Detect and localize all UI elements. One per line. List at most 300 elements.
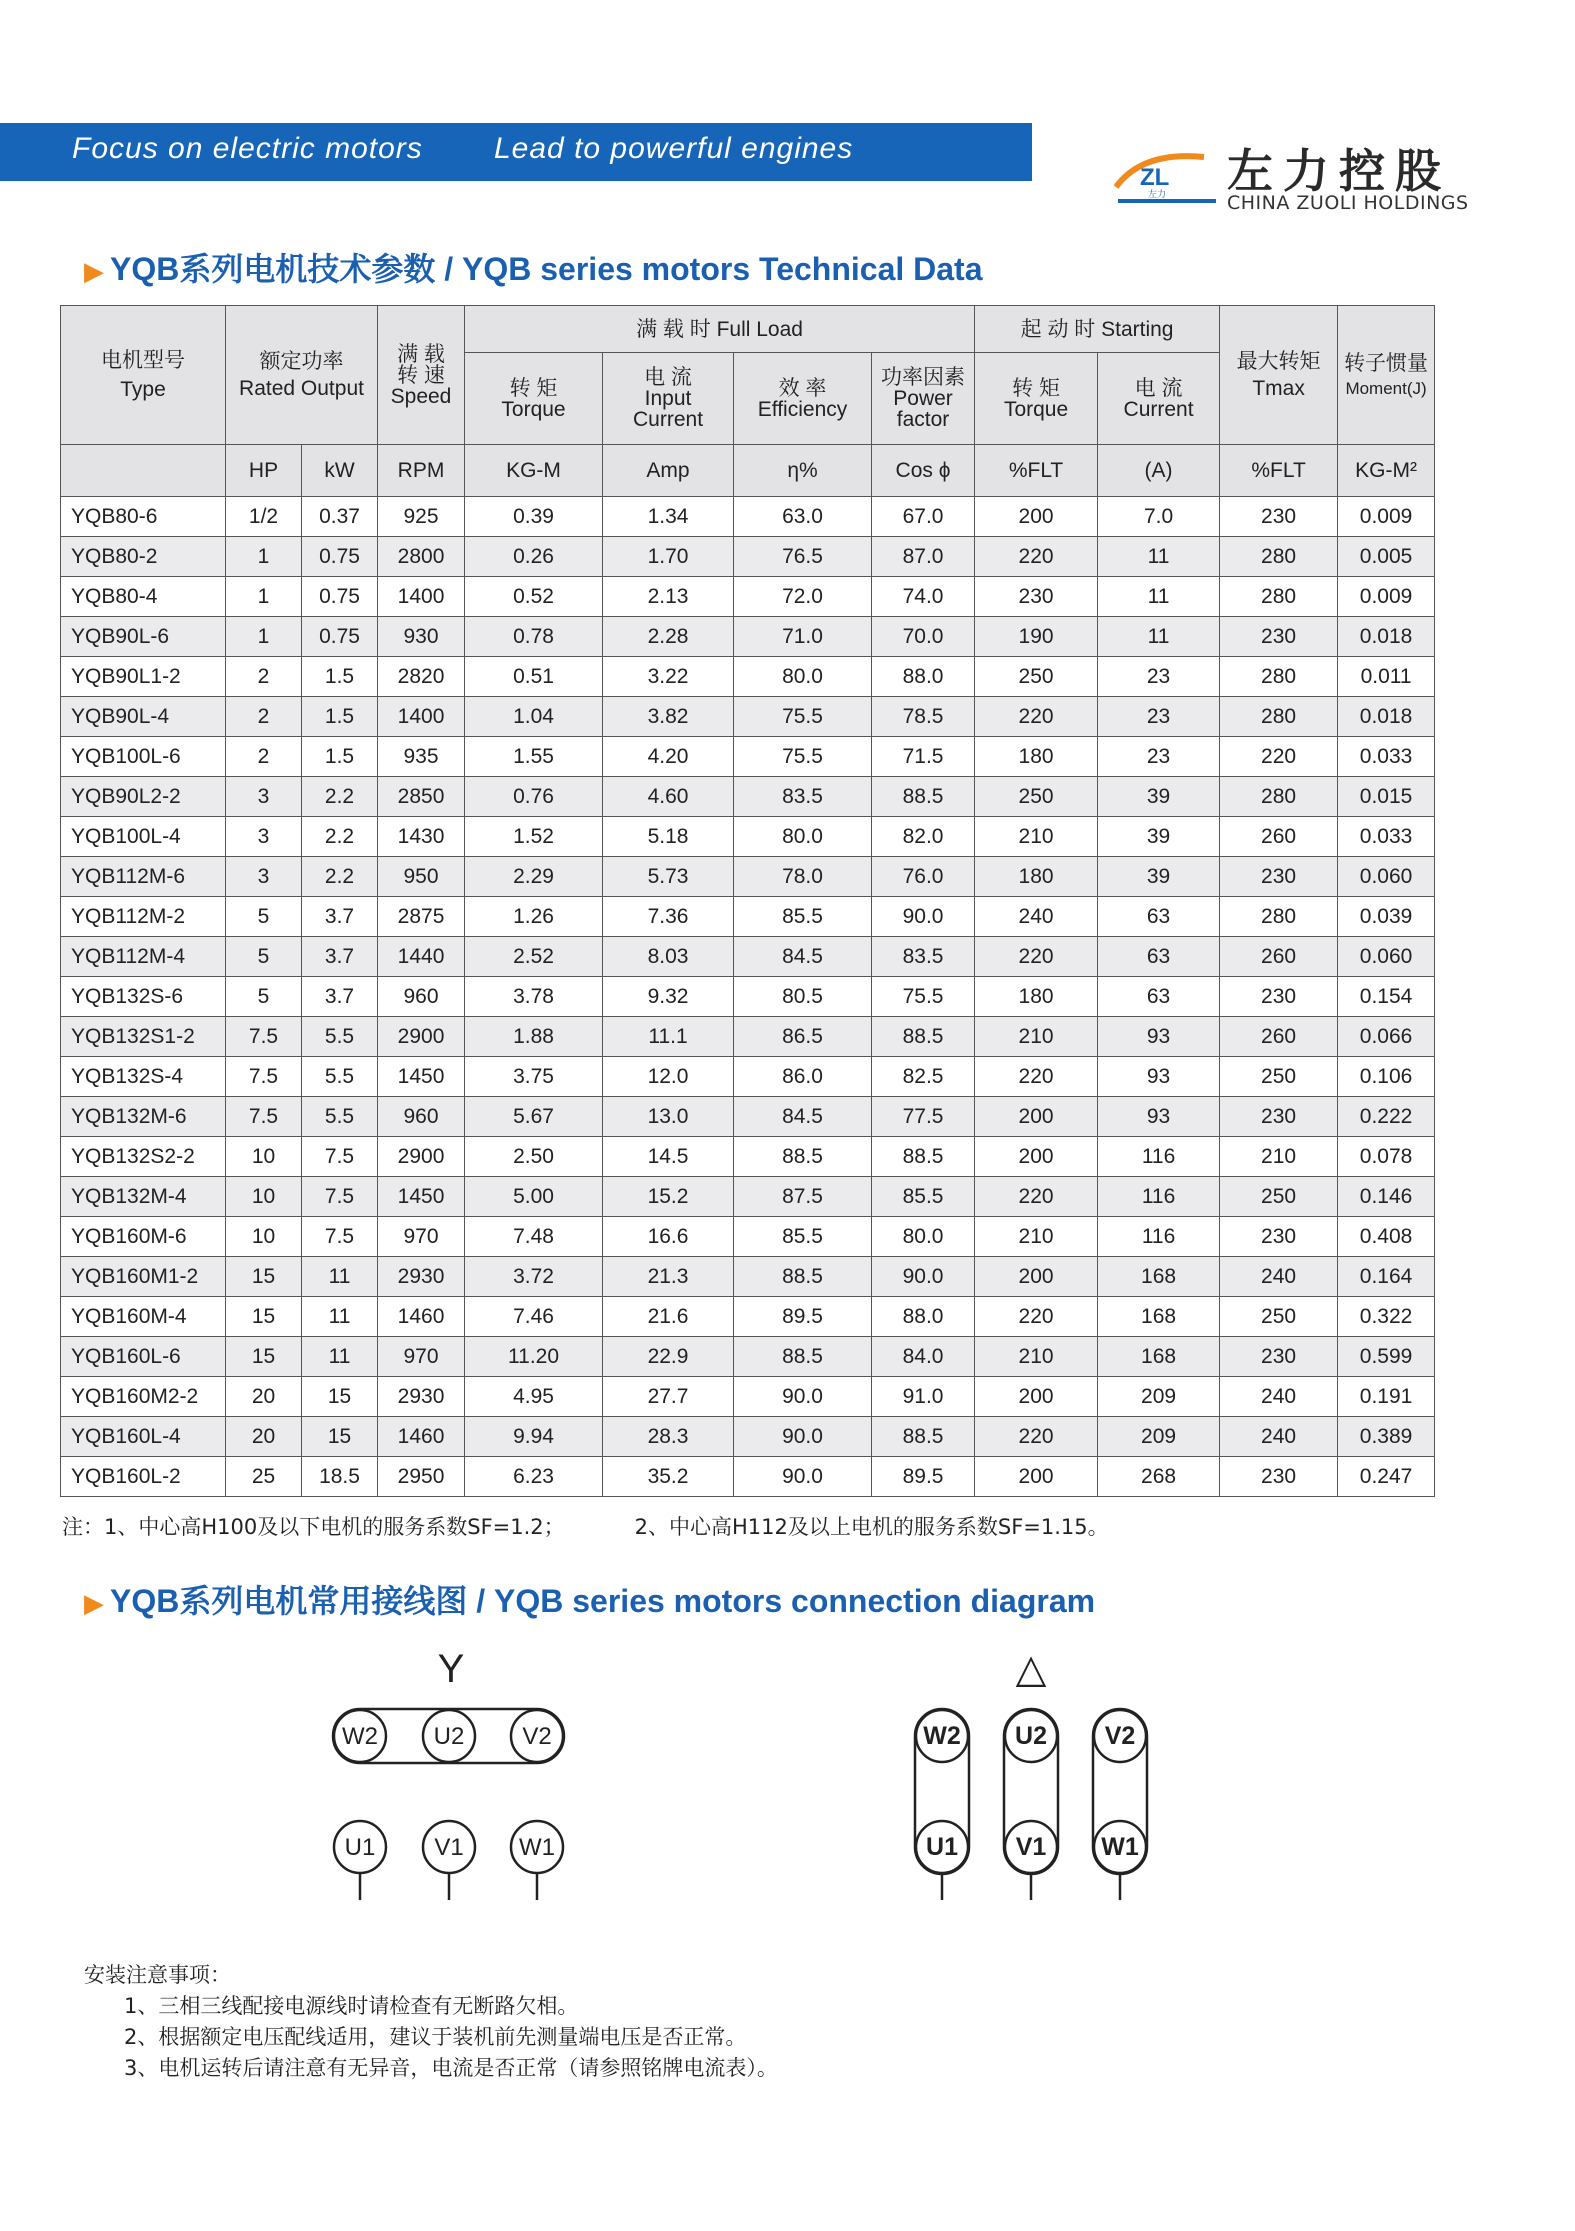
table-cell: 200	[975, 1097, 1098, 1137]
table-cell: 5.5	[302, 1057, 378, 1097]
table-cell: 3.7	[302, 937, 378, 977]
table-cell: 88.5	[734, 1137, 872, 1177]
table-cell: 2900	[378, 1017, 465, 1057]
table-cell: 220	[975, 937, 1098, 977]
table-cell: 280	[1220, 697, 1338, 737]
table-cell: 1.26	[465, 897, 603, 937]
table-body	[61, 497, 1435, 1497]
table-cell: 89.5	[872, 1457, 975, 1497]
header-rated-output: 额定功率 Rated Output	[226, 306, 378, 445]
tech-data-table	[60, 305, 1435, 1497]
table-cell: 0.76	[465, 777, 603, 817]
table-cell: 63	[1098, 897, 1220, 937]
table-cell: 80.0	[734, 817, 872, 857]
terminal-label: V1	[434, 1834, 464, 1861]
unit-cell-type	[61, 445, 226, 497]
table-cell: 0.75	[302, 537, 378, 577]
table-cell: 23	[1098, 737, 1220, 777]
table-cell: 75.5	[734, 697, 872, 737]
table-cell: 21.3	[603, 1257, 734, 1297]
note-line-1: 注：1、中心高H100及以下电机的服务系数SF=1.2；	[62, 1515, 565, 1539]
table-cell: 8.03	[603, 937, 734, 977]
table-cell: 88.0	[872, 1297, 975, 1337]
table-cell: 7.5	[226, 1057, 302, 1097]
connection-diagram	[0, 1630, 1575, 1930]
table-cell: 3.75	[465, 1057, 603, 1097]
table-cell: 960	[378, 977, 465, 1017]
table-cell: 116	[1098, 1137, 1220, 1177]
table-cell: 2	[226, 657, 302, 697]
table-cell: 209	[1098, 1417, 1220, 1457]
table-row	[61, 657, 1435, 697]
table-cell: 3.7	[302, 897, 378, 937]
table-cell: 168	[1098, 1257, 1220, 1297]
table-cell: 5	[226, 897, 302, 937]
table-cell: 7.5	[226, 1097, 302, 1137]
unit-cell: Amp	[603, 445, 734, 497]
table-cell: 83.5	[734, 777, 872, 817]
table-cell: 0.26	[465, 537, 603, 577]
table-cell: 200	[975, 1137, 1098, 1177]
triangle-bullet-icon: ▶	[84, 1588, 104, 1618]
table-cell: 260	[1220, 817, 1338, 857]
table-cell: 0.033	[1338, 817, 1435, 857]
table-cell: 1	[226, 617, 302, 657]
tech-data-title-text: YQB系列电机技术参数 / YQB series motors Technical Data	[110, 251, 983, 287]
table-cell: 200	[975, 497, 1098, 537]
model-cell: YQB132S2-2	[61, 1137, 226, 1177]
header-torque: 转 矩 Torque	[465, 353, 603, 445]
slogan-left: Focus on electric motors	[72, 132, 423, 165]
table-cell: 3.82	[603, 697, 734, 737]
table-cell: 93	[1098, 1097, 1220, 1137]
table-cell: 2.2	[302, 817, 378, 857]
table-cell: 85.5	[734, 897, 872, 937]
table-cell: 2.52	[465, 937, 603, 977]
unit-cell: HP	[226, 445, 302, 497]
model-cell: YQB160M-6	[61, 1217, 226, 1257]
table-cell: 930	[378, 617, 465, 657]
terminal-label: W1	[519, 1834, 555, 1861]
table-cell: 80.0	[734, 657, 872, 697]
connection-diagram-title-text: YQB系列电机常用接线图 / YQB series motors connection diagram	[110, 1583, 1096, 1619]
table-cell: 230	[1220, 857, 1338, 897]
model-cell: YQB100L-4	[61, 817, 226, 857]
table-cell: 0.191	[1338, 1377, 1435, 1417]
table-cell: 2	[226, 737, 302, 777]
table-cell: 15	[302, 1377, 378, 1417]
table-cell: 0.033	[1338, 737, 1435, 777]
table-cell: 0.39	[465, 497, 603, 537]
model-cell: YQB132S1-2	[61, 1017, 226, 1057]
service-factor-note	[62, 1511, 1109, 1541]
table-cell: 1/2	[226, 497, 302, 537]
table-cell: 90.0	[734, 1417, 872, 1457]
table-cell: 15	[226, 1337, 302, 1377]
table-cell: 0.009	[1338, 577, 1435, 617]
table-cell: 9.94	[465, 1417, 603, 1457]
table-cell: 80.5	[734, 977, 872, 1017]
table-cell: 2800	[378, 537, 465, 577]
table-cell: 1.55	[465, 737, 603, 777]
table-cell: 250	[1220, 1177, 1338, 1217]
table-cell: 0.015	[1338, 777, 1435, 817]
table-cell: 0.018	[1338, 697, 1435, 737]
table-cell: 240	[975, 897, 1098, 937]
tech-data-title	[84, 244, 983, 290]
table-row	[61, 1217, 1435, 1257]
table-cell: 1460	[378, 1417, 465, 1457]
table-row	[61, 977, 1435, 1017]
table-cell: 63.0	[734, 497, 872, 537]
table-cell: 0.009	[1338, 497, 1435, 537]
table-cell: 14.5	[603, 1137, 734, 1177]
table-cell: 15	[226, 1297, 302, 1337]
table-cell: 0.066	[1338, 1017, 1435, 1057]
table-cell: 260	[1220, 937, 1338, 977]
table-cell: 0.37	[302, 497, 378, 537]
table-cell: 5.73	[603, 857, 734, 897]
table-cell: 21.6	[603, 1297, 734, 1337]
table-cell: 23	[1098, 697, 1220, 737]
table-cell: 13.0	[603, 1097, 734, 1137]
table-cell: 250	[975, 657, 1098, 697]
logo-name-en: CHINA ZUOLI HOLDINGS	[1227, 192, 1469, 214]
model-cell: YQB90L2-2	[61, 777, 226, 817]
model-cell: YQB112M-4	[61, 937, 226, 977]
table-cell: 220	[975, 1177, 1098, 1217]
table-row	[61, 1057, 1435, 1097]
model-cell: YQB160M1-2	[61, 1257, 226, 1297]
model-cell: YQB160L-2	[61, 1457, 226, 1497]
table-cell: 230	[1220, 1337, 1338, 1377]
table-cell: 0.060	[1338, 937, 1435, 977]
terminal-label: W1	[1101, 1833, 1139, 1861]
installation-notes	[84, 1960, 778, 2084]
table-cell: 28.3	[603, 1417, 734, 1457]
table-cell: 4.20	[603, 737, 734, 777]
table-cell: 1400	[378, 697, 465, 737]
delta-label: △	[1015, 1647, 1047, 1691]
header-starting: 起 动 时 Starting	[975, 306, 1220, 353]
model-cell: YQB160L-6	[61, 1337, 226, 1377]
table-cell: 240	[1220, 1417, 1338, 1457]
model-cell: YQB160M2-2	[61, 1377, 226, 1417]
table-cell: 2930	[378, 1257, 465, 1297]
header-type: 电机型号 Type	[61, 306, 226, 445]
table-cell: 72.0	[734, 577, 872, 617]
table-cell: 230	[1220, 497, 1338, 537]
table-cell: 2875	[378, 897, 465, 937]
table-cell: 10	[226, 1137, 302, 1177]
table-row	[61, 537, 1435, 577]
model-cell: YQB132M-6	[61, 1097, 226, 1137]
table-cell: 2850	[378, 777, 465, 817]
logo-mark-sub: 左力	[1148, 190, 1167, 200]
model-cell: YQB160M-4	[61, 1297, 226, 1337]
slogan-banner	[0, 123, 1032, 181]
install-item: 3、电机运转后请注意有无异音，电流是否正常（请参照铭牌电流表）。	[124, 2056, 778, 2080]
zl-logo-mark-icon	[1112, 143, 1222, 218]
table-cell: 1400	[378, 577, 465, 617]
table-cell: 86.0	[734, 1057, 872, 1097]
table-cell: 88.5	[872, 1137, 975, 1177]
table-cell: 75.5	[872, 977, 975, 1017]
table-row	[61, 1177, 1435, 1217]
table-cell: 77.5	[872, 1097, 975, 1137]
table-cell: 39	[1098, 857, 1220, 897]
table-cell: 1.88	[465, 1017, 603, 1057]
table-row	[61, 697, 1435, 737]
table-row	[61, 1337, 1435, 1377]
model-cell: YQB90L-6	[61, 617, 226, 657]
table-row	[61, 817, 1435, 857]
table-cell: 4.60	[603, 777, 734, 817]
table-cell: 71.5	[872, 737, 975, 777]
table-cell: 116	[1098, 1177, 1220, 1217]
unit-cell: %FLT	[975, 445, 1098, 497]
table-cell: 67.0	[872, 497, 975, 537]
table-cell: 2820	[378, 657, 465, 697]
table-cell: 10	[226, 1177, 302, 1217]
table-cell: 0.408	[1338, 1217, 1435, 1257]
table-cell: 0.52	[465, 577, 603, 617]
header-tmax: 最大转矩 Tmax	[1220, 306, 1338, 445]
table-cell: 11	[1098, 537, 1220, 577]
table-cell: 93	[1098, 1017, 1220, 1057]
table-cell: 210	[975, 1217, 1098, 1257]
table-cell: 1450	[378, 1057, 465, 1097]
table-cell: 210	[975, 817, 1098, 857]
unit-cell: (A)	[1098, 445, 1220, 497]
table-cell: 168	[1098, 1297, 1220, 1337]
table-cell: 220	[975, 537, 1098, 577]
table-cell: 15.2	[603, 1177, 734, 1217]
table-cell: 90.0	[734, 1457, 872, 1497]
header-full-load: 满 载 时 Full Load	[465, 306, 975, 353]
table-cell: 11	[302, 1337, 378, 1377]
table-cell: 0.247	[1338, 1457, 1435, 1497]
table-cell: 63	[1098, 977, 1220, 1017]
install-item: 1、三相三线配接电源线时请检查有无断路欠相。	[124, 1994, 579, 2018]
model-cell: YQB80-2	[61, 537, 226, 577]
table-cell: 0.322	[1338, 1297, 1435, 1337]
triangle-bullet-icon: ▶	[84, 256, 104, 286]
table-cell: 0.078	[1338, 1137, 1435, 1177]
table-cell: 960	[378, 1097, 465, 1137]
table-cell: 3.22	[603, 657, 734, 697]
table-cell: 0.222	[1338, 1097, 1435, 1137]
table-cell: 280	[1220, 657, 1338, 697]
table-cell: 230	[1220, 1097, 1338, 1137]
header-moment: 转子惯量 Moment(J)	[1338, 306, 1435, 445]
table-cell: 0.389	[1338, 1417, 1435, 1457]
table-cell: 5.00	[465, 1177, 603, 1217]
table-cell: 280	[1220, 897, 1338, 937]
table-cell: 280	[1220, 537, 1338, 577]
table-cell: 11	[1098, 577, 1220, 617]
table-cell: 240	[1220, 1257, 1338, 1297]
table-cell: 209	[1098, 1377, 1220, 1417]
table-cell: 1430	[378, 817, 465, 857]
table-cell: 2.13	[603, 577, 734, 617]
logo-name-cn: 左力控股	[1227, 144, 1451, 198]
table-cell: 180	[975, 737, 1098, 777]
table-cell: 2	[226, 697, 302, 737]
table-cell: 88.5	[872, 1417, 975, 1457]
table-cell: 935	[378, 737, 465, 777]
table-cell: 1.5	[302, 737, 378, 777]
table-cell: 3.78	[465, 977, 603, 1017]
terminal-label: U1	[926, 1833, 958, 1861]
table-cell: 20	[226, 1377, 302, 1417]
table-cell: 0.011	[1338, 657, 1435, 697]
table-cell: 2.29	[465, 857, 603, 897]
table-cell: 7.36	[603, 897, 734, 937]
model-cell: YQB100L-6	[61, 737, 226, 777]
table-cell: 88.5	[872, 1017, 975, 1057]
table-cell: 3	[226, 777, 302, 817]
table-cell: 5.67	[465, 1097, 603, 1137]
model-cell: YQB80-4	[61, 577, 226, 617]
table-cell: 11.20	[465, 1337, 603, 1377]
table-cell: 0.005	[1338, 537, 1435, 577]
table-row	[61, 1377, 1435, 1417]
table-cell: 3	[226, 817, 302, 857]
table-cell: 85.5	[734, 1217, 872, 1257]
table-cell: 27.7	[603, 1377, 734, 1417]
table-cell: 39	[1098, 777, 1220, 817]
table-cell: 1.04	[465, 697, 603, 737]
model-cell: YQB80-6	[61, 497, 226, 537]
table-cell: 1440	[378, 937, 465, 977]
table-cell: 0.164	[1338, 1257, 1435, 1297]
table-cell: 11	[302, 1297, 378, 1337]
note-line-2: 2、中心高H112及以上电机的服务系数SF=1.15。	[634, 1515, 1109, 1539]
table-cell: 3.72	[465, 1257, 603, 1297]
table-row	[61, 777, 1435, 817]
table-cell: 70.0	[872, 617, 975, 657]
table-cell: 0.75	[302, 617, 378, 657]
table-row	[61, 1137, 1435, 1177]
table-cell: 2930	[378, 1377, 465, 1417]
table-row	[61, 1417, 1435, 1457]
star-label: Y	[437, 1647, 465, 1691]
logo-mark-text: ZL	[1140, 164, 1170, 191]
table-cell: 10	[226, 1217, 302, 1257]
table-cell: 1460	[378, 1297, 465, 1337]
table-cell: 230	[1220, 1457, 1338, 1497]
table-cell: 268	[1098, 1457, 1220, 1497]
table-cell: 22.9	[603, 1337, 734, 1377]
table-cell: 2.28	[603, 617, 734, 657]
table-cell: 76.0	[872, 857, 975, 897]
terminal-label: V1	[1015, 1833, 1047, 1861]
units-row	[61, 445, 1435, 497]
table-cell: 280	[1220, 777, 1338, 817]
table-cell: 230	[1220, 1217, 1338, 1257]
table-cell: 35.2	[603, 1457, 734, 1497]
table-cell: 5.5	[302, 1097, 378, 1137]
table-cell: 0.039	[1338, 897, 1435, 937]
table-cell: 1450	[378, 1177, 465, 1217]
table-cell: 2.2	[302, 857, 378, 897]
table-cell: 84.0	[872, 1337, 975, 1377]
table-cell: 280	[1220, 577, 1338, 617]
table-cell: 25	[226, 1457, 302, 1497]
terminal-label: U2	[433, 1723, 465, 1750]
table-cell: 210	[975, 1337, 1098, 1377]
table-cell: 2.2	[302, 777, 378, 817]
table-cell: 0.154	[1338, 977, 1435, 1017]
table-cell: 168	[1098, 1337, 1220, 1377]
connection-diagram-title	[84, 1576, 1095, 1622]
table-row	[61, 1457, 1435, 1497]
model-cell: YQB160L-4	[61, 1417, 226, 1457]
table-row	[61, 1297, 1435, 1337]
unit-cell: KG-M	[465, 445, 603, 497]
table-row	[61, 497, 1435, 537]
table-cell: 7.0	[1098, 497, 1220, 537]
table-cell: 230	[1220, 617, 1338, 657]
table-cell: 200	[975, 1457, 1098, 1497]
table-cell: 82.0	[872, 817, 975, 857]
table-row	[61, 1017, 1435, 1057]
table-cell: 76.5	[734, 537, 872, 577]
table-cell: 84.5	[734, 937, 872, 977]
table-cell: 2900	[378, 1137, 465, 1177]
table-cell: 220	[975, 1417, 1098, 1457]
model-cell: YQB112M-2	[61, 897, 226, 937]
table-cell: 88.5	[872, 777, 975, 817]
table-cell: 9.32	[603, 977, 734, 1017]
table-cell: 63	[1098, 937, 1220, 977]
header-start-torque: 转 矩 Torque	[975, 353, 1098, 445]
table-cell: 93	[1098, 1057, 1220, 1097]
table-cell: 1.5	[302, 697, 378, 737]
table-cell: 970	[378, 1217, 465, 1257]
table-cell: 4.95	[465, 1377, 603, 1417]
table-cell: 11	[302, 1257, 378, 1297]
table-cell: 1	[226, 577, 302, 617]
table-cell: 200	[975, 1257, 1098, 1297]
table-cell: 5.18	[603, 817, 734, 857]
table-cell: 0.060	[1338, 857, 1435, 897]
table-cell: 925	[378, 497, 465, 537]
table-cell: 230	[1220, 977, 1338, 1017]
unit-cell: η%	[734, 445, 872, 497]
slogan-right: Lead to powerful engines	[494, 132, 854, 165]
table-cell: 74.0	[872, 577, 975, 617]
table-cell: 950	[378, 857, 465, 897]
table-cell: 15	[226, 1257, 302, 1297]
table-row	[61, 1257, 1435, 1297]
terminal-label: U2	[1015, 1722, 1047, 1750]
table-cell: 16.6	[603, 1217, 734, 1257]
table-cell: 220	[975, 1057, 1098, 1097]
model-cell: YQB90L1-2	[61, 657, 226, 697]
table-cell: 87.5	[734, 1177, 872, 1217]
unit-cell: RPM	[378, 445, 465, 497]
header-efficiency: 效 率 Efficiency	[734, 353, 872, 445]
table-cell: 970	[378, 1337, 465, 1377]
table-cell: 210	[1220, 1137, 1338, 1177]
terminal-label: U1	[344, 1834, 376, 1861]
table-cell: 0.75	[302, 577, 378, 617]
table-cell: 0.146	[1338, 1177, 1435, 1217]
table-cell: 2.50	[465, 1137, 603, 1177]
table-cell: 12.0	[603, 1057, 734, 1097]
